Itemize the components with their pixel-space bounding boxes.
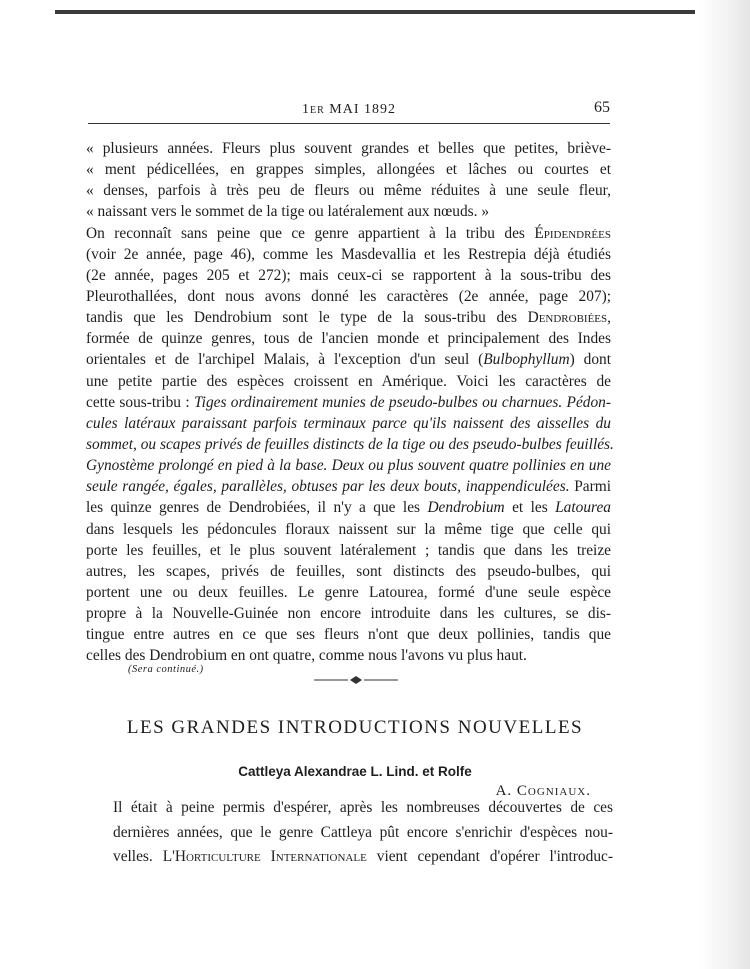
text-line	[86, 265, 611, 286]
text-segment: portent une ou deux feuilles. Le genre Latourea, formé d'une seule espèce	[86, 583, 611, 601]
text-segment: velles. L'	[113, 848, 175, 865]
text-line	[86, 201, 611, 222]
text-segment: cette sous-tribu :	[86, 393, 194, 411]
text-segment: Il était à peine permis d'espérer, après les nombreuses découvertes de ces	[113, 799, 613, 816]
text-line	[86, 413, 611, 434]
text-segment: ,	[607, 309, 611, 327]
text-line	[86, 519, 611, 540]
text-segment: ) dont	[569, 351, 611, 369]
text-segment: dans lesquels les pédoncules floraux naissent sur la même tige que celle qui	[86, 520, 611, 538]
text-line	[86, 603, 611, 624]
text-segment: vient cependant d'opérer l'introduc-	[366, 848, 613, 865]
text-segment: Horticulture Internationale	[174, 848, 367, 865]
page-top-edge	[55, 10, 695, 14]
continued-note: (Sera continué.)	[128, 664, 204, 675]
text-segment: Latourea	[555, 499, 611, 517]
text-segment: porte les feuilles, et le plus souvent latéralement ; tandis que dans les treize	[86, 541, 611, 559]
article-subtitle: Cattleya Alexandrae L. Lind. et Rolfe	[238, 764, 472, 779]
text-line	[113, 821, 613, 846]
text-segment: « denses, parfois à très peu de fleurs ou même réduites à une seule fleur,	[86, 182, 611, 200]
text-line	[86, 138, 611, 159]
text-segment: tandis que les Dendrobium sont le type de la sous-tribu des	[86, 309, 528, 327]
text-segment: et les	[504, 499, 556, 517]
section-title: LES GRANDES INTRODUCTIONS NOUVELLES	[126, 717, 584, 738]
text-line	[86, 582, 611, 603]
text-line	[86, 392, 611, 413]
intro-paragraph	[113, 796, 613, 870]
page-number: 65	[594, 99, 610, 116]
header-date: 1er MAI 1892	[302, 102, 396, 117]
text-segment: (voir 2e année, page 46), comme les Masdevallia et les Restrepia déjà étudiés	[86, 245, 611, 263]
text-line	[86, 371, 611, 392]
text-segment: les quinze genres de Dendrobiées, il n'y a que les	[86, 499, 428, 517]
text-line	[113, 845, 613, 870]
text-line	[86, 455, 611, 476]
text-line	[86, 434, 614, 455]
text-line	[113, 796, 613, 821]
text-segment: autres, les scapes, privés de feuilles, sont distincts des pseudo-bulbes, qui	[86, 562, 611, 580]
body-lines	[86, 138, 614, 667]
text-line	[86, 476, 611, 497]
section-ornament	[312, 674, 400, 686]
text-segment: tingue entre autres en ce que ses fleurs n'ont que deux pollinies, tandis que	[86, 626, 611, 644]
page-gutter-shadow	[698, 0, 750, 969]
header-rule	[88, 123, 610, 124]
text-segment: une petite partie des espèces croissent en Amérique. Voici les caractères de	[86, 372, 611, 390]
text-segment: Pleurothallées, dont nous avons donné les caractères (2e année, page 207);	[86, 287, 611, 305]
text-segment: sommet, ou scapes privés de feuilles distincts de la tige ou des pseudo-bulbes feuillés.	[86, 435, 614, 453]
text-line	[86, 540, 611, 561]
text-line	[86, 223, 611, 244]
text-segment: formée de quinze genres, tous de l'ancien monde et principalement des Indes	[86, 330, 611, 348]
text-segment: propre à la Nouvelle-Guinée non encore introduite dans les cultures, se dis-	[86, 605, 611, 623]
text-line	[86, 180, 611, 201]
author-signature: A. Cogniaux.	[495, 783, 591, 799]
text-segment: « naissant vers le sommet de la tige ou latéralement aux nœuds. »	[86, 203, 490, 221]
text-line	[86, 624, 611, 645]
text-segment: On reconnaît sans peine que ce genre appartient à la tribu des	[86, 224, 535, 242]
text-line	[86, 497, 611, 518]
text-segment: celles des Dendrobium en ont quatre, comme nous l'avons vu plus haut.	[86, 647, 527, 665]
text-segment: (2e année, pages 205 et 272); mais ceux-ci se rapportent à la sous-tribu des	[86, 266, 611, 284]
text-line	[86, 349, 611, 370]
text-line	[86, 561, 611, 582]
text-line	[86, 328, 611, 349]
text-segment: seule rangée, égales, parallèles, obtuses par les deux bouts, inappendiculées.	[86, 478, 570, 496]
text-segment: orientales et de l'archipel Malais, à l'exception d'un seul (	[86, 351, 484, 369]
text-line	[86, 244, 611, 265]
text-segment: Dendrobium	[427, 499, 505, 517]
text-segment: Épidendrées	[534, 224, 611, 242]
text-segment: « plusieurs années. Fleurs plus souvent grandes et belles que petites, briève-	[86, 140, 611, 157]
text-line	[86, 286, 611, 307]
running-header	[88, 99, 610, 122]
text-line	[86, 307, 611, 328]
text-line	[86, 159, 611, 180]
text-segment: Gynostème prolongé en pied à la base. Deux ou plus souvent quatre pollinies en une	[86, 457, 611, 475]
text-segment: dernières années, que le genre Cattleya pût encore s'enrichir d'espèces nou-	[113, 823, 613, 841]
text-segment: « ment pédicellées, en grappes simples, allongées et lâches ou courtes et	[86, 161, 611, 179]
text-segment: cules latéraux paraissant parfois terminaux parce qu'ils naissent des aisselles du	[86, 414, 611, 432]
text-segment: Parmi	[569, 478, 611, 496]
text-segment: Bulbophyllum	[483, 351, 570, 369]
text-segment: Tiges ordinairement munies de pseudo-bulbes ou charnues. Pédon-	[193, 393, 611, 411]
text-segment: Dendrobiées	[527, 309, 608, 327]
intro-lines	[113, 796, 613, 870]
